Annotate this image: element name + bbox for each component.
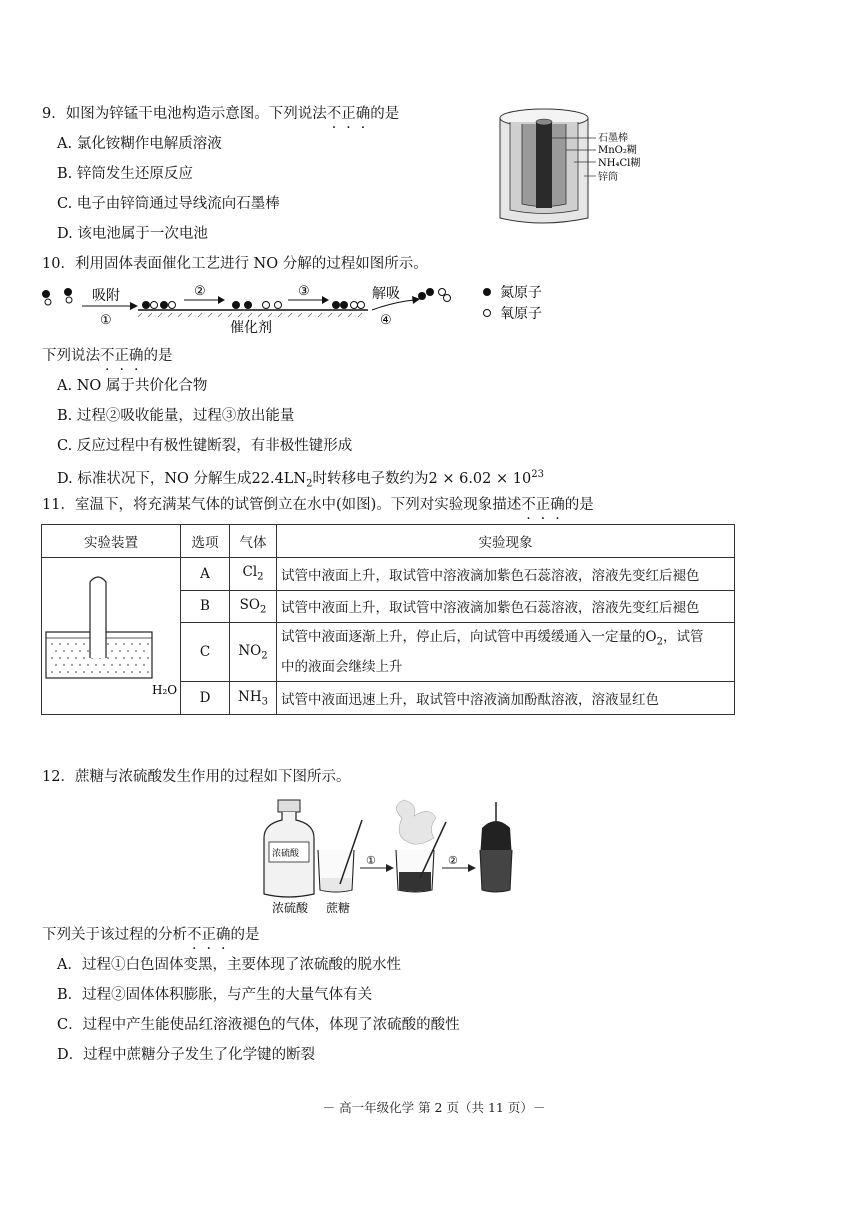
- q9-option-b: B. 锌筒发生还原反应: [57, 166, 193, 182]
- q10-option-a: A. NO 属于共价化合物: [57, 378, 208, 394]
- sucrose-sulfuric-acid-diagram: [258, 798, 528, 916]
- q12-option-b: B．过程②固体体积膨胀，与产生的大量气体有关: [57, 987, 373, 1003]
- arrow-1-label: ①: [366, 854, 376, 867]
- apparatus-cell: [42, 558, 181, 715]
- q9-option-d: D. 该电池属于一次电池: [57, 226, 208, 242]
- q10-stem: 10．利用固体表面催化工艺进行 NO 分解的过程如图所示。: [42, 256, 428, 272]
- row-c-option: C: [181, 623, 230, 682]
- legend-nitrogen: 氮原子: [500, 285, 542, 301]
- bottle-label: 浓硫酸: [272, 849, 300, 859]
- label-zinc-can: 锌筒: [598, 172, 618, 183]
- no-decomposition-diagram: [38, 280, 558, 338]
- q11-stem: 11．室温下，将充满某气体的试管倒立在水中(如图)。下列对实验现象描述不正确的是: [42, 497, 594, 513]
- page-footer: － 高一年级化学 第 2 页（共 11 页）－: [322, 1100, 546, 1115]
- step-2-label: ②: [194, 284, 206, 299]
- q9-stem: 9．如图为锌锰干电池构造示意图。下列说法不正确的是: [42, 106, 400, 122]
- zinc-manganese-battery-diagram: [492, 100, 682, 230]
- row-b-option: B: [181, 590, 230, 623]
- label-mno2-paste: MnO₂糊: [598, 145, 637, 156]
- q10-option-b: B. 过程②吸收能量，过程③放出能量: [57, 408, 295, 424]
- catalyst-label: 催化剂: [230, 320, 272, 336]
- header-phenomenon: 实验现象: [277, 525, 735, 558]
- q10-option-c: C. 反应过程中有极性键断裂，有非极性键形成: [57, 438, 353, 454]
- table-row: [42, 558, 735, 591]
- step-desorb-label: 解吸: [372, 286, 400, 302]
- experiment-table: [41, 524, 735, 715]
- row-b-gas: $SO_2$: [230, 590, 277, 623]
- header-option: 选项: [181, 525, 230, 558]
- q12-question: 下列关于该过程的分析不正确的是: [42, 927, 260, 943]
- q12-option-c: C．过程中产生能使品红溶液褪色的气体，体现了浓硫酸的酸性: [57, 1017, 460, 1033]
- row-a-gas: $Cl_2$: [230, 558, 277, 591]
- row-c-phenomenon: 试管中液面逐渐上升，停止后，向试管中再缓缓通入一定量的$O_2$，试管 中的液面会继续上升: [277, 623, 735, 682]
- step-adsorb-label: 吸附: [92, 288, 120, 304]
- row-b-phenomenon: 试管中液面上升，取试管中溶液滴加紫色石蕊溶液，溶液先变红后褪色: [277, 590, 735, 623]
- arrow-2-label: ②: [448, 854, 458, 867]
- step-3-label: ③: [298, 284, 310, 299]
- caption-sulfuric-acid: 浓硫酸: [272, 901, 309, 915]
- water-label: H₂O: [152, 683, 178, 697]
- q12-option-a: A．过程①白色固体变黑，主要体现了浓硫酸的脱水性: [57, 957, 401, 973]
- row-c-gas: $NO_2$: [230, 623, 277, 682]
- row-d-gas: $NH_3$: [230, 682, 277, 715]
- step-1-label: ①: [100, 313, 112, 328]
- label-nh4cl-paste: NH₄Cl糊: [598, 158, 641, 169]
- row-a-phenomenon: 试管中液面上升，取试管中溶液滴加紫色石蕊溶液，溶液先变红后褪色: [277, 558, 735, 591]
- legend-oxygen: 氧原子: [500, 306, 542, 322]
- header-apparatus: 实验装置: [42, 525, 181, 558]
- row-d-phenomenon: 试管中液面迅速上升，取试管中溶液滴加酚酞溶液，溶液显红色: [277, 682, 735, 715]
- label-graphite-rod: 石墨棒: [598, 133, 628, 144]
- q9-option-c: C. 电子由锌筒通过导线流向石墨棒: [57, 196, 280, 212]
- row-d-option: D: [181, 682, 230, 715]
- step-4-label: ④: [380, 313, 392, 328]
- q9-option-a: A. 氯化铵糊作电解质溶液: [57, 136, 222, 152]
- table-header-row: [42, 525, 735, 558]
- q12-stem: 12．蔗糖与浓硫酸发生作用的过程如下图所示。: [42, 769, 351, 785]
- q10-question: 下列说法不正确的是: [42, 348, 173, 364]
- header-gas: 气体: [230, 525, 277, 558]
- q10-option-d: D. 标准状况下，NO 分解生成$22.4LN_2$时转移电子数约为$2 \times 6.02 \times 10^{23}$: [57, 469, 544, 490]
- row-a-option: A: [181, 558, 230, 591]
- q12-option-d: D．过程中蔗糖分子发生了化学键的断裂: [57, 1047, 316, 1063]
- caption-sucrose: 蔗糖: [326, 901, 351, 915]
- inverted-tube-apparatus: [42, 558, 180, 714]
